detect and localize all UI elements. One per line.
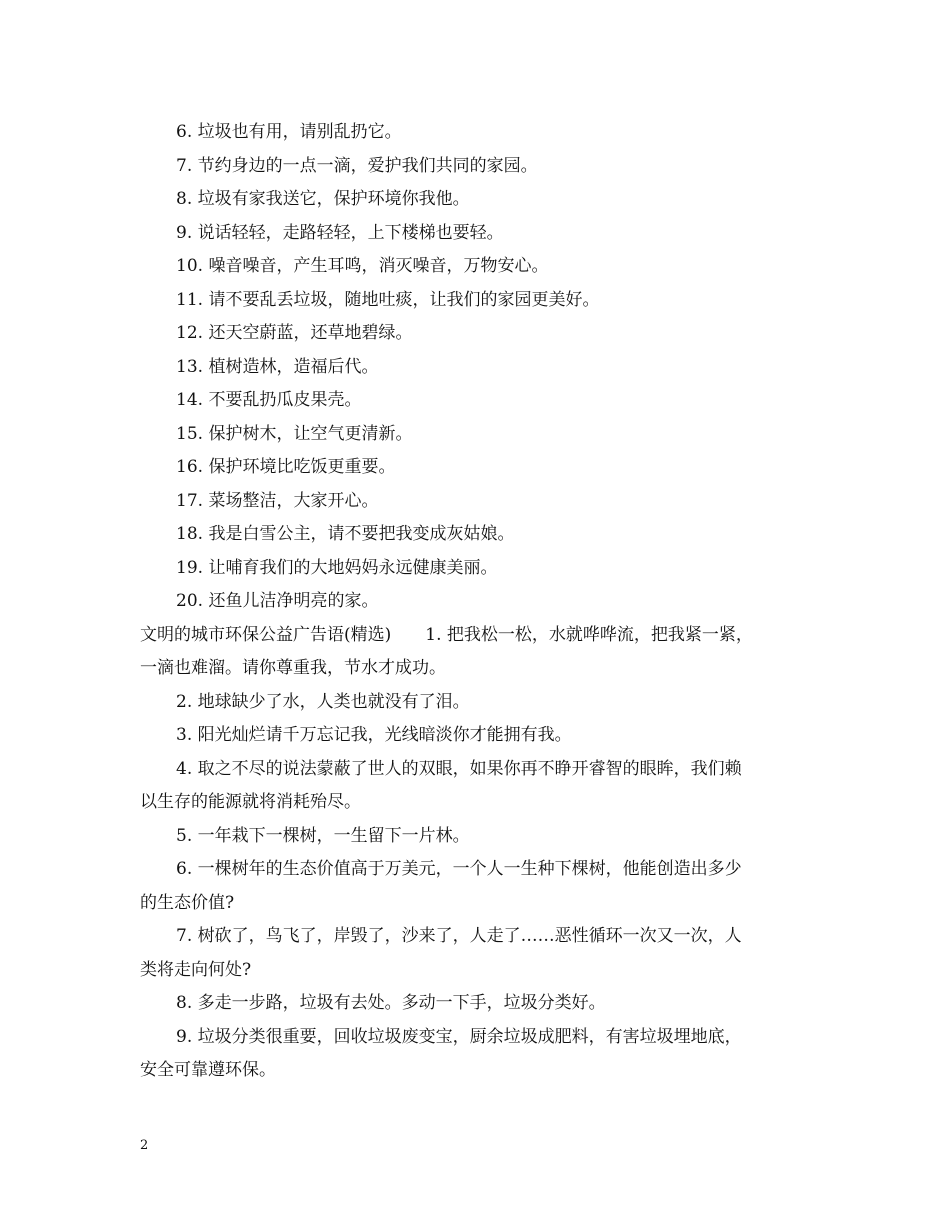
list-item: 8. 垃圾有家我送它，保护环境你我他。 — [176, 189, 470, 209]
list-item: 9. 垃圾分类很重要，回收垃圾废变宝，厨余垃圾成肥料，有害垃圾埋地底， — [176, 1026, 742, 1047]
list-item: 13. 植树造林，造福后代。 — [176, 356, 379, 377]
list-item: 5. 一年栽下一棵树，一生留下一片林。 — [176, 825, 470, 846]
slogan-list-continued — [140, 116, 840, 619]
list-item: 7. 树砍了，鸟飞了，岸毁了，沙来了，人走了……恶性循环一次又一次，人 — [176, 926, 742, 946]
list-item: 8. 多走一步路，垃圾有去处。多动一下手，垃圾分类好。 — [176, 993, 606, 1013]
list-item-continuation: 安全可靠遵环保。 — [140, 1060, 276, 1080]
list-item: 19. 让哺育我们的大地妈妈永远健康美丽。 — [176, 557, 498, 578]
list-item: 14. 不要乱扔瓜皮果壳。 — [176, 390, 362, 410]
list-item: 4. 取之不尽的说法蒙蔽了世人的双眼，如果你再不睁开睿智的眼眸，我们赖 — [176, 758, 742, 779]
list-item: 17. 菜场整洁，大家开心。 — [176, 490, 379, 511]
list-item: 16. 保护环境比吃饭更重要。 — [176, 457, 396, 477]
list-item-first-line1: 1. 把我松一松，水就哗哗流，把我紧一紧， — [425, 624, 753, 645]
page-number: 2 — [140, 1138, 149, 1153]
list-item: 15. 保护树木，让空气更清新。 — [176, 423, 413, 444]
list-item: 3. 阳光灿烂请千万忘记我，光线暗淡你才能拥有我。 — [176, 725, 572, 745]
list-item: 12. 还天空蔚蓝，还草地碧绿。 — [176, 323, 413, 343]
list-item: 11. 请不要乱丢垃圾，随地吐痰，让我们的家园更美好。 — [176, 289, 600, 310]
slogan-section-2 — [140, 619, 840, 1088]
section-heading: 文明的城市环保公益广告语(精选) — [140, 624, 392, 645]
list-item: 6. 一棵树年的生态价值高于万美元，一个人一生种下棵树，他能创造出多少 — [176, 859, 742, 879]
list-item: 6. 垃圾也有用，请别乱扔它。 — [176, 122, 402, 142]
list-item: 2. 地球缺少了水，人类也就没有了泪。 — [176, 691, 470, 712]
section-heading-line — [140, 619, 840, 653]
document-body — [140, 116, 840, 1088]
list-item: 7. 节约身边的一点一滴，爱护我们共同的家园。 — [176, 155, 538, 176]
list-item-continuation: 的生态价值? — [140, 892, 235, 913]
list-item-continuation: 类将走向何处? — [140, 959, 252, 980]
list-item: 20. 还鱼儿洁净明亮的家。 — [176, 591, 379, 611]
list-item: 10. 噪音噪音，产生耳鸣，消灭噪音，万物安心。 — [176, 256, 549, 276]
list-item-continuation: 以生存的能源就将消耗殆尽。 — [140, 792, 361, 812]
list-item-first-line2: 一滴也难溜。请你尊重我，节水才成功。 — [140, 658, 446, 678]
list-item: 9. 说话轻轻，走路轻轻，上下楼梯也要轻。 — [176, 222, 504, 243]
list-item: 18. 我是白雪公主，请不要把我变成灰姑娘。 — [176, 524, 515, 544]
